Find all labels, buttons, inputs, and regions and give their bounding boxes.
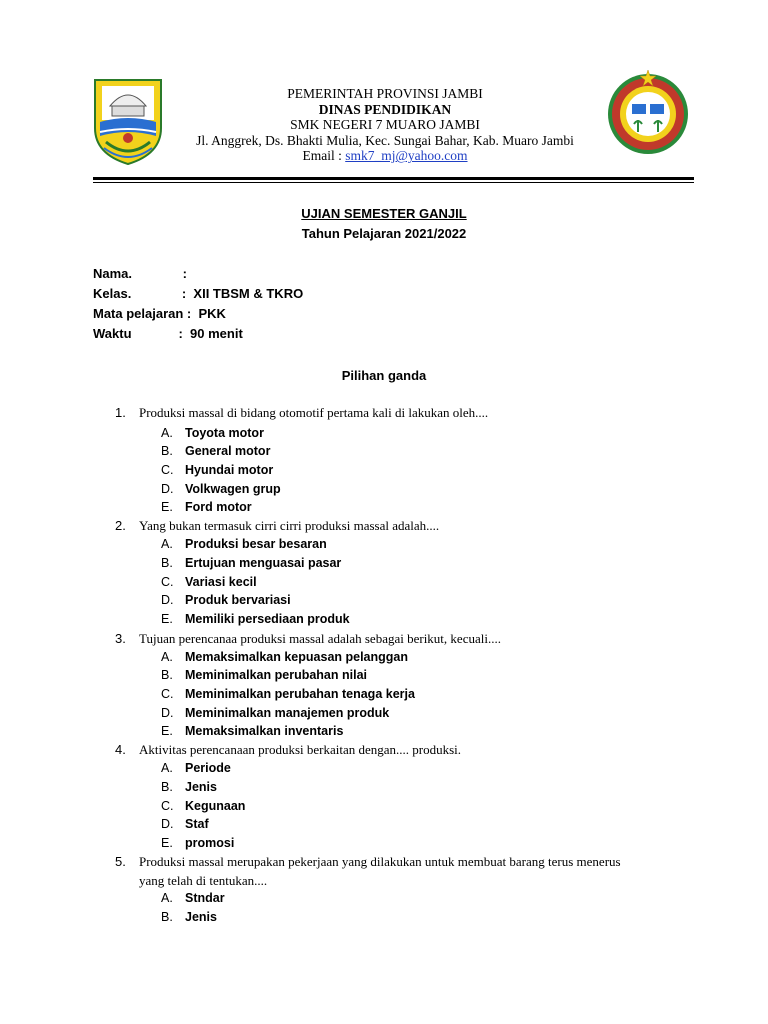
email-line	[170, 148, 600, 164]
field-kelas: Kelas. : XII TBSM & TKRO	[93, 286, 304, 301]
department-line: DINAS PENDIDIKAN	[318, 101, 452, 117]
letterhead-divider-thin	[93, 182, 694, 183]
field-waktu: Waktu : 90 menit	[93, 326, 243, 341]
question-text-line-2: yang telah di tentukan....	[139, 873, 268, 888]
letterhead	[170, 86, 600, 164]
question-number: 1.	[115, 405, 126, 420]
question-text: Yang bukan termasuk cirri cirri produksi massal adalah....	[139, 518, 440, 533]
section-title: Pilihan ganda	[341, 368, 427, 383]
question-text: Aktivitas perencanaan produksi berkaitan dengan.... produksi.	[139, 742, 462, 757]
field-nama: Nama. :	[93, 266, 187, 281]
academic-year: Tahun Pelajaran 2021/2022	[301, 226, 467, 241]
government-line: PEMERINTAH PROVINSI JAMBI	[287, 86, 483, 101]
letterhead-divider-thick	[93, 177, 694, 180]
email-label: Email :	[302, 148, 346, 164]
school-name: SMK NEGERI 7 MUARO JAMBI	[290, 117, 480, 133]
question-text: Produksi massal di bidang otomotif pertama kali di lakukan oleh....	[139, 405, 489, 420]
exam-title: UJIAN SEMESTER GANJIL	[301, 206, 467, 221]
email-link[interactable]: smk7_mj@yahoo.com	[345, 148, 468, 164]
smk-emblem-logo	[604, 68, 692, 156]
question-number: 5.	[115, 854, 126, 869]
question-number: 4.	[115, 742, 126, 757]
school-address: Jl. Anggrek, Ds. Bhakti Mulia, Kec. Sungai Bahar, Kab. Muaro Jambi	[196, 132, 574, 148]
question-text: Tujuan perencanaa produksi massal adalah sebagai berikut, kecuali....	[139, 631, 501, 646]
question-text: Produksi massal merupakan pekerjaan yang dilakukan untuk membuat barang terus menerus	[139, 854, 621, 869]
question-number: 3.	[115, 631, 126, 646]
field-mata-pelajaran: Mata pelajaran : PKK	[93, 306, 226, 321]
question-number: 2.	[115, 518, 126, 533]
provinsi-jambi-logo	[92, 76, 164, 166]
